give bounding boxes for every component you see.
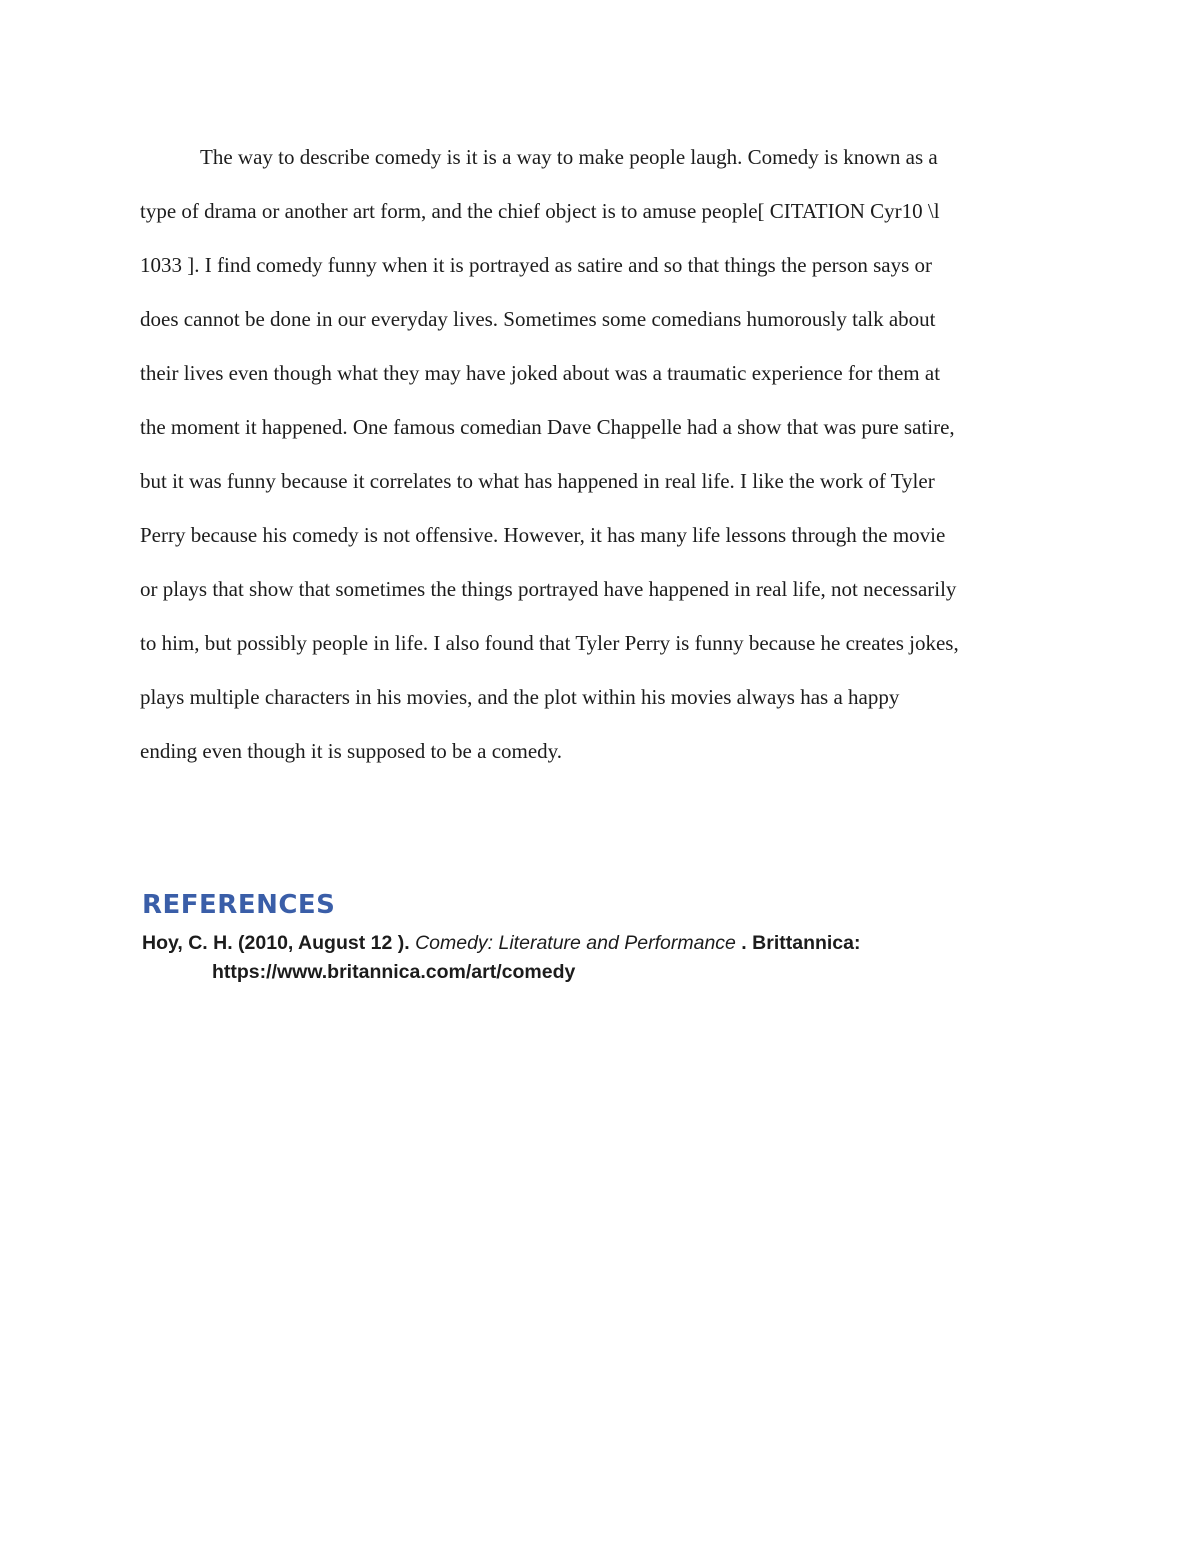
essay-line: plays multiple characters in his movies, and the plot within his movies always has a happy xyxy=(140,685,900,709)
essay-line: ending even though it is supposed to be a comedy. xyxy=(140,739,563,763)
essay-line: type of drama or another art form, and the chief object is to amuse people[ CITATION Cyr10 \l xyxy=(140,199,940,223)
essay-line: to him, but possibly people in life. I also found that Tyler Perry is funny because he creates jokes, xyxy=(140,631,959,655)
essay-line: or plays that show that sometimes the things portrayed have happened in real life, not necessarily xyxy=(140,577,957,601)
essay-line: does cannot be done in our everyday lives. Sometimes some comedians humorously talk about xyxy=(140,307,936,331)
reference-url: https://www.britannica.com/art/comedy xyxy=(212,961,576,983)
reference-title: Comedy: Literature and Performance xyxy=(415,932,736,954)
essay-line: The way to describe comedy is it is a way to make people laugh. Comedy is known as a xyxy=(200,145,938,169)
reference-entry xyxy=(142,929,1042,987)
references-heading: REFERENCES xyxy=(142,890,336,920)
essay-line: their lives even though what they may have joked about was a traumatic experience for them at xyxy=(140,361,941,385)
essay-line: but it was funny because it correlates to what has happened in real life. I like the work of Tyler xyxy=(140,469,935,493)
essay-paragraph xyxy=(140,130,1070,778)
reference-publisher: . Brittannica: xyxy=(735,932,861,954)
essay-line: the moment it happened. One famous comedian Dave Chappelle had a show that was pure satire, xyxy=(140,415,955,439)
essay-line: Perry because his comedy is not offensive. However, it has many life lessons through the movie xyxy=(140,523,946,547)
essay-line: 1033 ]. I find comedy funny when it is portrayed as satire and so that things the person says or xyxy=(140,253,933,277)
reference-author-date: Hoy, C. H. (2010, August 12 ). xyxy=(142,932,416,954)
